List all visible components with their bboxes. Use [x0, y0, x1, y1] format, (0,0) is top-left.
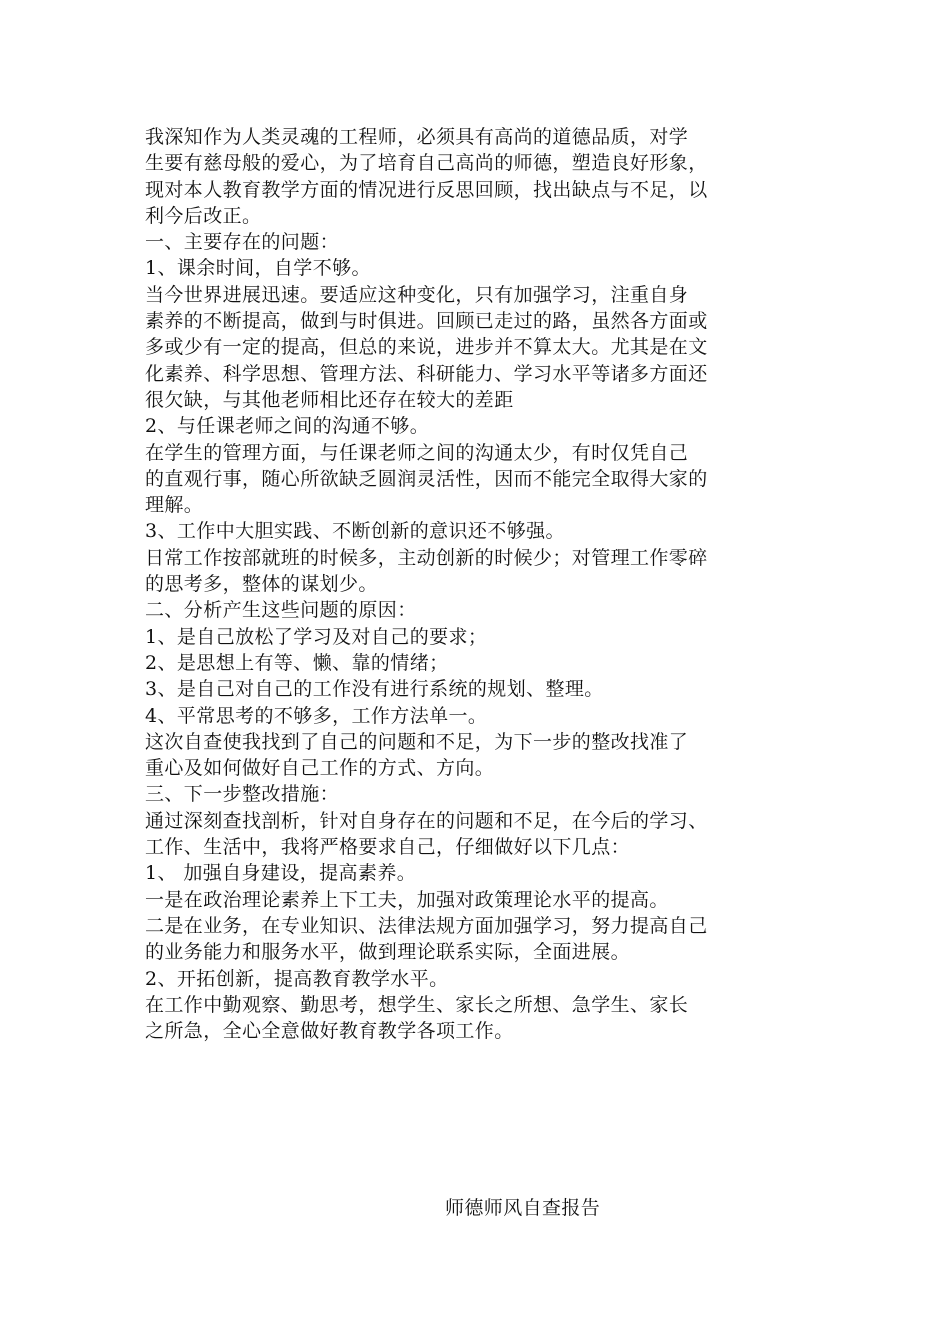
list-item: 1、是自己放松了学习及对自己的要求；: [145, 625, 488, 648]
paragraph-line: 理解。: [145, 494, 204, 517]
list-item: 2、是思想上有等、懒、靠的情绪；: [145, 651, 449, 674]
paragraph-line: 的业务能力和服务水平，做到理论联系实际，全面进展。: [145, 941, 631, 964]
paragraph-line: 通过深刻查找剖析，针对自身存在的问题和不足，在今后的学习、: [145, 809, 708, 832]
paragraph-line: 化素养、科学思想、管理方法、科研能力、学习水平等诸多方面还: [145, 362, 708, 385]
subsection-heading: 2、与任课老师之间的沟通不够。: [145, 415, 430, 438]
subsection-heading: 1、 加强自身建设，提高素养。: [145, 862, 417, 885]
section-heading: 一、主要存在的问题：: [145, 231, 340, 254]
paragraph-line: 生要有慈母般的爱心，为了培育自己高尚的师德，塑造良好形象，: [145, 152, 708, 175]
paragraph-line: 一是在政治理论素养上下工夫，加强对政策理论水平的提高。: [145, 888, 669, 911]
subsection-heading: 1、课余时间，自学不够。: [145, 257, 371, 280]
paragraph-line: 素养的不断提高，做到与时俱进。回顾已走过的路，虽然各方面或: [145, 310, 708, 333]
paragraph-line: 之所急，全心全意做好教育教学各项工作。: [145, 1020, 514, 1043]
paragraph-line: 重心及如何做好自己工作的方式、方向。: [145, 757, 495, 780]
paragraph-line: 这次自查使我找到了自己的问题和不足，为下一步的整改找准了: [145, 730, 689, 753]
paragraph-line: 利今后改正。: [145, 204, 262, 227]
paragraph-line: 在学生的管理方面，与任课老师之间的沟通太少，有时仅凭自己: [145, 441, 689, 464]
subsection-heading: 2、开拓创新，提高教育教学水平。: [145, 967, 449, 990]
paragraph-line: 工作、生活中，我将严格要求自己，仔细做好以下几点：: [145, 836, 631, 859]
document-body: [145, 124, 825, 1044]
paragraph-line: 多或少有一定的提高，但总的来说，进步并不算太大。尤其是在文: [145, 336, 708, 359]
list-item: 4、平常思考的不够多，工作方法单一。: [145, 704, 488, 727]
paragraph-line: 很欠缺，与其他老师相比还存在较大的差距: [145, 388, 514, 411]
paragraph-line: 在工作中勤观察、勤思考，想学生、家长之所想、急学生、家长: [145, 993, 689, 1016]
section-heading: 三、下一步整改措施：: [145, 783, 340, 806]
paragraph-line: 日常工作按部就班的时候多，主动创新的时候少；对管理工作零碎: [145, 546, 708, 569]
paragraph-line: 的思考多，整体的谋划少。: [145, 573, 378, 596]
paragraph-line: 二是在业务，在专业知识、法律法规方面加强学习，努力提高自己: [145, 914, 708, 937]
subsection-heading: 3、工作中大胆实践、不断创新的意识还不够强。: [145, 520, 565, 543]
paragraph-line: 我深知作为人类灵魂的工程师，必须具有高尚的道德品质，对学: [145, 126, 689, 148]
paragraph-line: 的直观行事，随心所欲缺乏圆润灵活性，因而不能完全取得大家的: [145, 467, 708, 490]
list-item: 3、是自己对自己的工作没有进行系统的规划、整理。: [145, 678, 604, 701]
paragraph-line: 现对本人教育教学方面的情况进行反思回顾，找出缺点与不足，以: [145, 178, 708, 201]
section-heading: 二、分析产生这些问题的原因：: [145, 599, 417, 622]
paragraph-line: 当今世界进展迅速。要适应这种变化，只有加强学习，注重自身: [145, 283, 689, 306]
document-title: 师德师风自查报告: [445, 1197, 601, 1219]
